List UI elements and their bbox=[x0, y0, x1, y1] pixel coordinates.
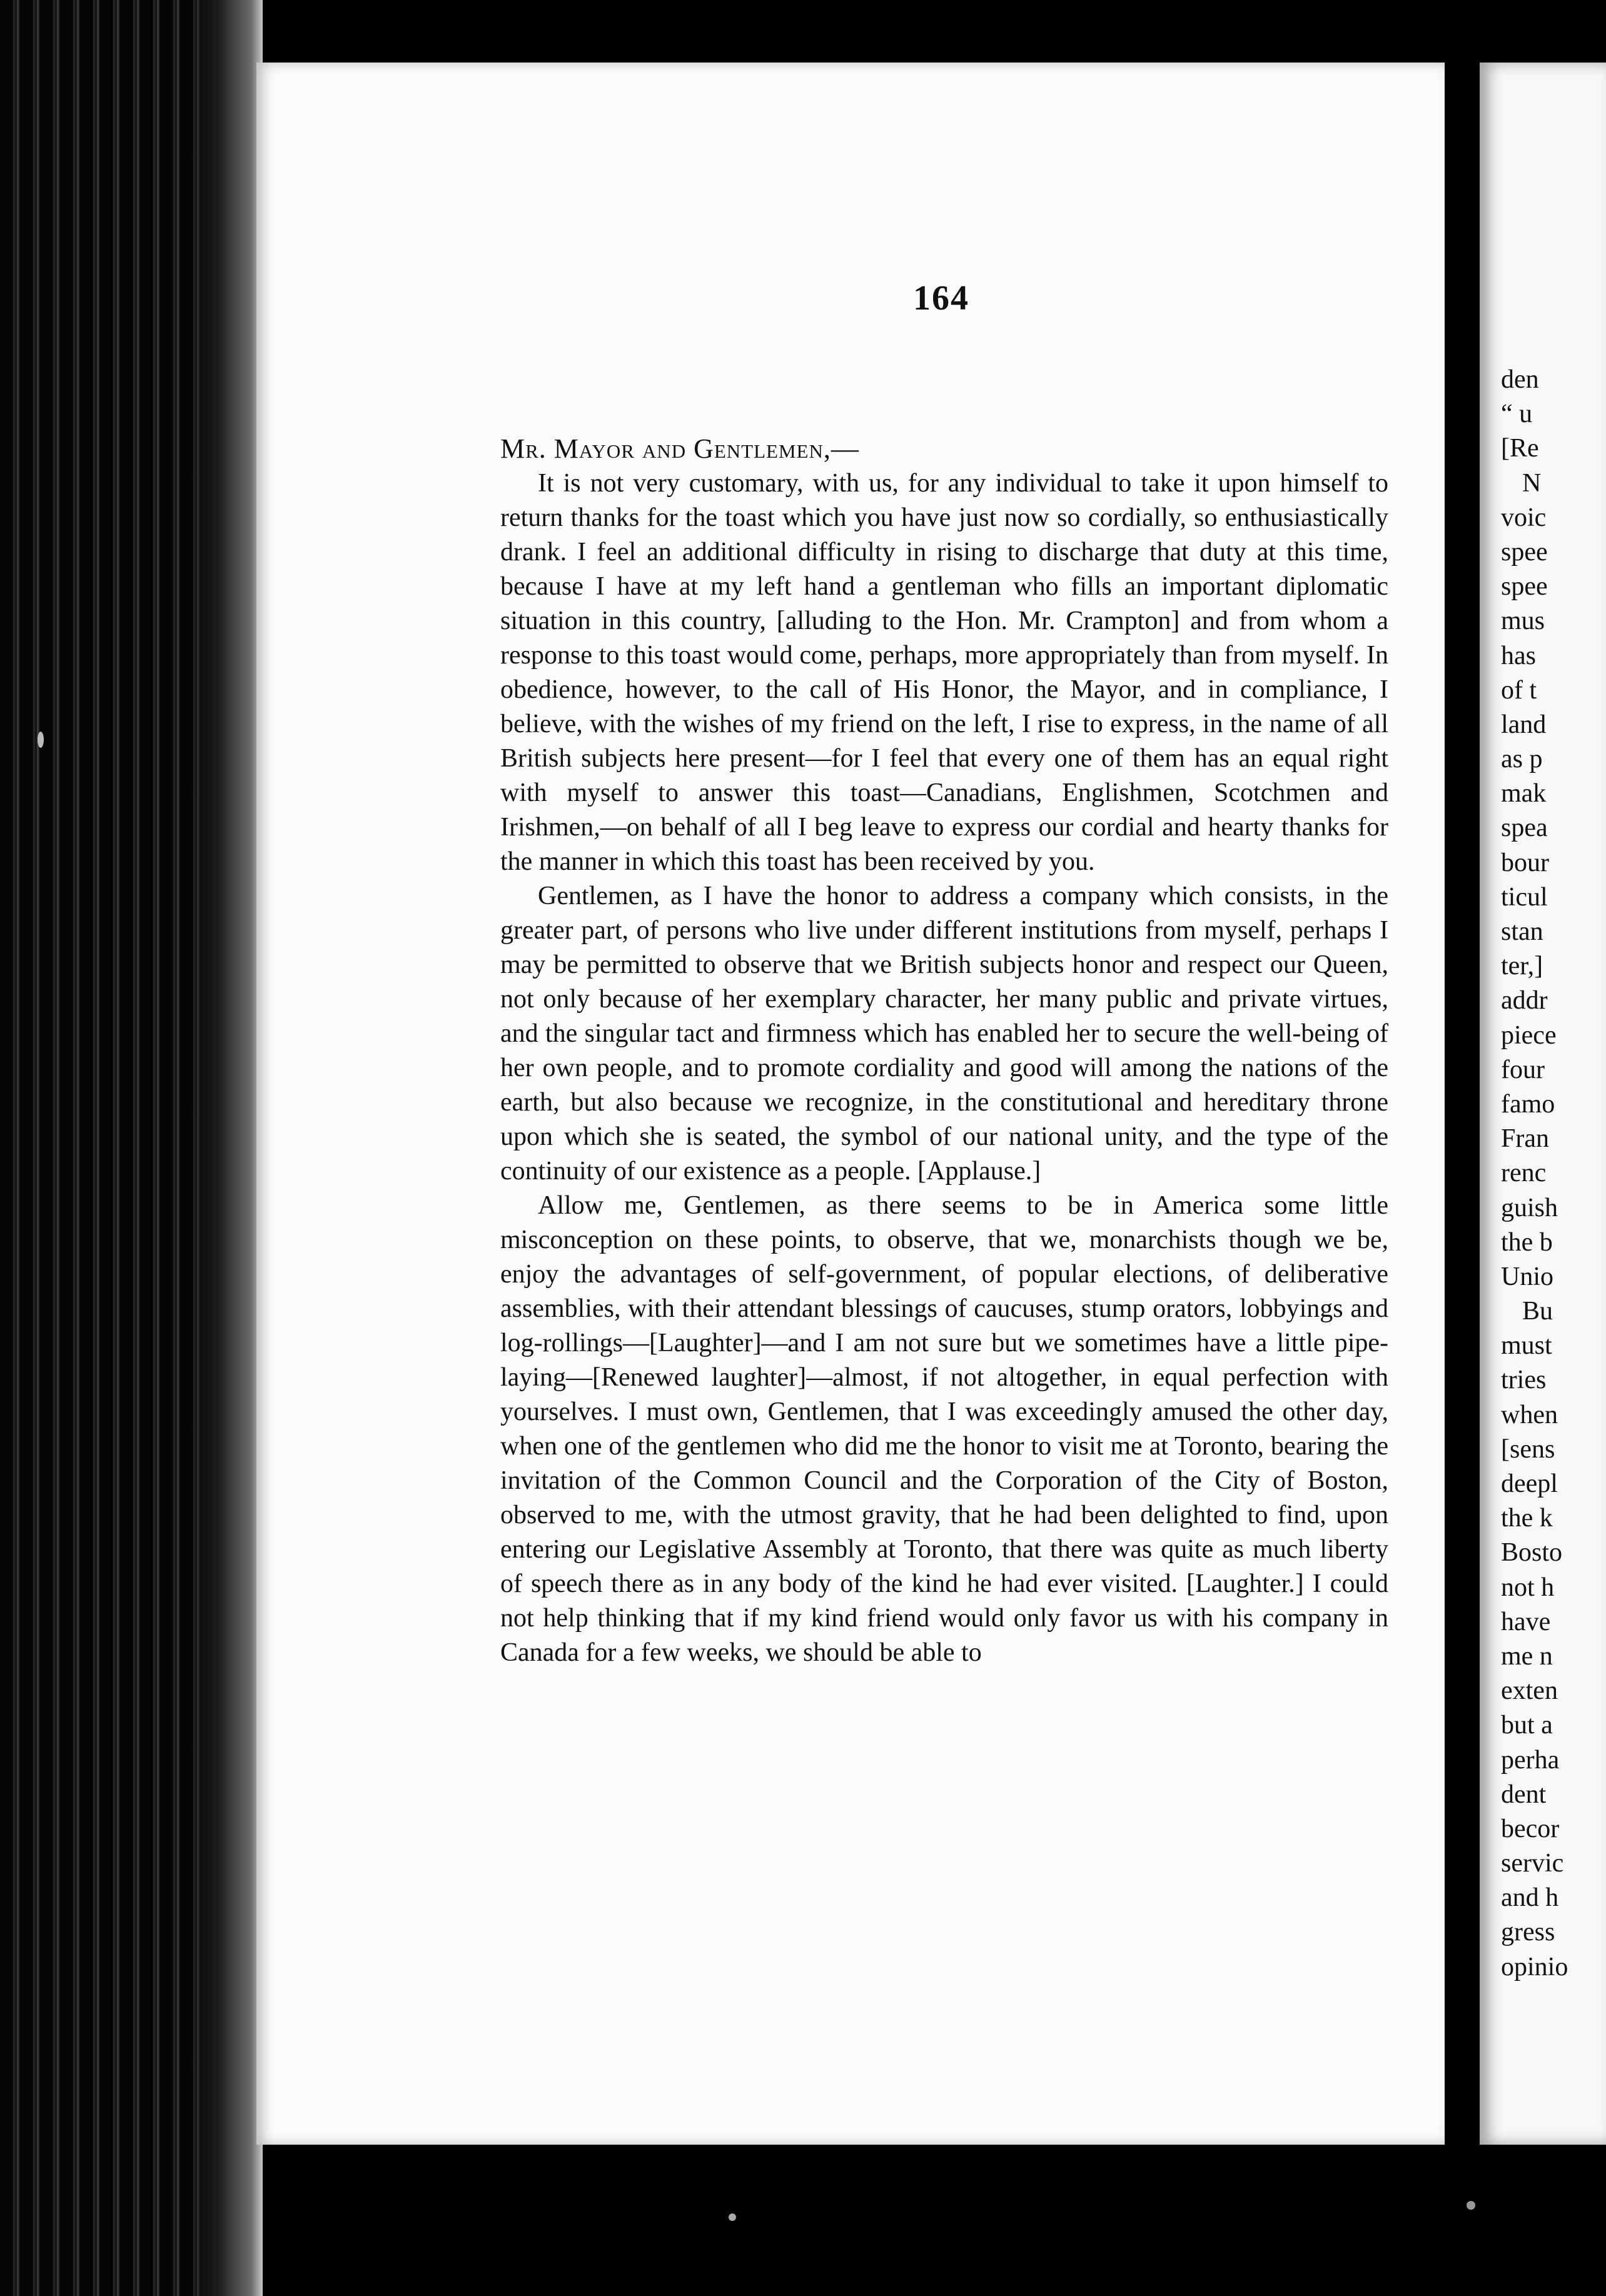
facing-line: den bbox=[1501, 365, 1539, 394]
facing-line: has bbox=[1501, 641, 1536, 670]
facing-line: gress bbox=[1501, 1918, 1555, 1947]
facing-line: addr bbox=[1501, 986, 1548, 1015]
facing-line: exten bbox=[1501, 1676, 1558, 1706]
facing-line: Bu bbox=[1522, 1297, 1553, 1326]
facing-line: “ u bbox=[1501, 400, 1533, 429]
facing-line: spea bbox=[1501, 813, 1548, 843]
facing-line: opinio bbox=[1501, 1952, 1568, 1981]
scan-speck bbox=[38, 732, 44, 748]
paragraph-2: Gentlemen, as I have the honor to address a company which consists, in the greater part, of persons who live under different institutions from myself, perhaps I may be permitted to observe that we British subjects honor and respect our Queen, not only because of her exemplary character, her many public and private virtues, and the singular tact and firmness which has enabled her to secure the well-being of her own people, and to promote cordiality and good will among the nations of the earth, but also because we recognize, in the constitutional and hereditary throne upon which she is seated, the symbol of our national unity, and the type of the continuity of our existence as a people. [Applause.] bbox=[500, 882, 1388, 1186]
facing-line: piece bbox=[1501, 1020, 1557, 1050]
facing-line: of t bbox=[1501, 675, 1537, 705]
facing-line: land bbox=[1501, 710, 1547, 739]
facing-line: voic bbox=[1501, 503, 1547, 532]
facing-line: Fran bbox=[1501, 1124, 1549, 1154]
facing-line: must bbox=[1501, 1331, 1552, 1361]
facing-line: perha bbox=[1501, 1745, 1560, 1775]
facing-line: bour bbox=[1501, 848, 1549, 877]
page-gap bbox=[1445, 0, 1480, 2296]
facing-line: mus bbox=[1501, 607, 1545, 636]
facing-line: spee bbox=[1501, 537, 1548, 566]
facing-page-text bbox=[1501, 363, 1606, 1985]
facing-line: renc bbox=[1501, 1159, 1547, 1188]
facing-line: me n bbox=[1501, 1641, 1553, 1671]
facing-line: [sens bbox=[1501, 1434, 1555, 1464]
scan-speck bbox=[729, 2213, 736, 2221]
facing-line: mak bbox=[1501, 779, 1547, 808]
facing-line: four bbox=[1501, 1055, 1545, 1084]
facing-line: have bbox=[1501, 1607, 1551, 1636]
facing-line: deepl bbox=[1501, 1469, 1558, 1498]
paragraph-1: It is not very customary, with us, for any individual to take it upon himself to return thanks for the toast which you have just now so cordially, so enthusiastically drank. I feel an additional difficulty in rising to discharge that duty at this time, because I have at my left hand a gentleman who fills an important diplomatic situation in this country, [alluding to the Hon. Mr. Crampton] and from whom a response to this toast would come, perhaps, more appropriately than from myself. In obedience, however, to the call of His Honor, the Mayor, and in compliance, I believe, with the wishes of my friend on the left, I rise to express, in the name of all British subjects here present—for I feel that every one of them has an equal right with myself to answer this toast—Canadians, Englishmen, Scotchmen and Irishmen,—on behalf of all I beg leave to express our cordial and hearty thanks for the manner in which this toast has been received by you. bbox=[500, 469, 1388, 876]
paragraph-3: Allow me, Gentlemen, as there seems to be in America some little misconception on these points, to observe, that we, monarchists though we be, enjoy the advantages of self-government, of popular elections, of deliberative assemblies, with their attendant blessings of caucuses, stump orators, lobbyings and log-rollings—[Laughter]—and I am not sure but we sometimes have a little pipe-laying—[Renewed laughter]—almost, if not altogether, in equal perfection with yourselves. I must own, Gentlemen, that I was exceedingly amused the other day, when one of the gentlemen who did me the honor to visit me at Toronto, bearing the invitation of the Common Council and the Corporation of the City of Boston, observed to me, with the utmost gravity, that he had been delighted to find, upon entering our Legislative Assembly at Toronto, that there was quite as much liberty of speech there as in any body of the kind he had ever visited. [Laughter.] I could not help thinking that if my kind friend would only favor us with his company in Canada for a few weeks, we should be able to bbox=[500, 1191, 1388, 1667]
binding-shadow bbox=[188, 0, 263, 2296]
salutation: Mr. Mayor and Gentlemen,— bbox=[500, 433, 859, 464]
facing-line: dent bbox=[1501, 1780, 1547, 1809]
facing-line: as p bbox=[1501, 745, 1543, 774]
facing-line: becor bbox=[1501, 1814, 1560, 1843]
facing-line: the k bbox=[1501, 1504, 1553, 1533]
scan-speck bbox=[1467, 2201, 1475, 2210]
facing-line: ticul bbox=[1501, 882, 1548, 912]
facing-line: the b bbox=[1501, 1227, 1553, 1257]
facing-line: Unio bbox=[1501, 1262, 1553, 1291]
facing-line: servic bbox=[1501, 1849, 1564, 1878]
facing-line: tries bbox=[1501, 1366, 1547, 1395]
facing-line: N bbox=[1522, 468, 1542, 498]
facing-line: stan bbox=[1501, 917, 1543, 946]
facing-line: guish bbox=[1501, 1193, 1558, 1222]
facing-line: but a bbox=[1501, 1711, 1553, 1740]
page-number: 164 bbox=[913, 279, 969, 318]
facing-line: famo bbox=[1501, 1089, 1555, 1119]
facing-line: not h bbox=[1501, 1573, 1555, 1602]
facing-line: when bbox=[1501, 1400, 1558, 1429]
facing-line: Bosto bbox=[1501, 1538, 1563, 1568]
facing-line: spee bbox=[1501, 572, 1548, 602]
facing-line: ter,] bbox=[1501, 952, 1543, 981]
facing-line: [Re bbox=[1501, 434, 1539, 463]
speech-text bbox=[500, 431, 1388, 1670]
facing-line: and h bbox=[1501, 1883, 1559, 1913]
